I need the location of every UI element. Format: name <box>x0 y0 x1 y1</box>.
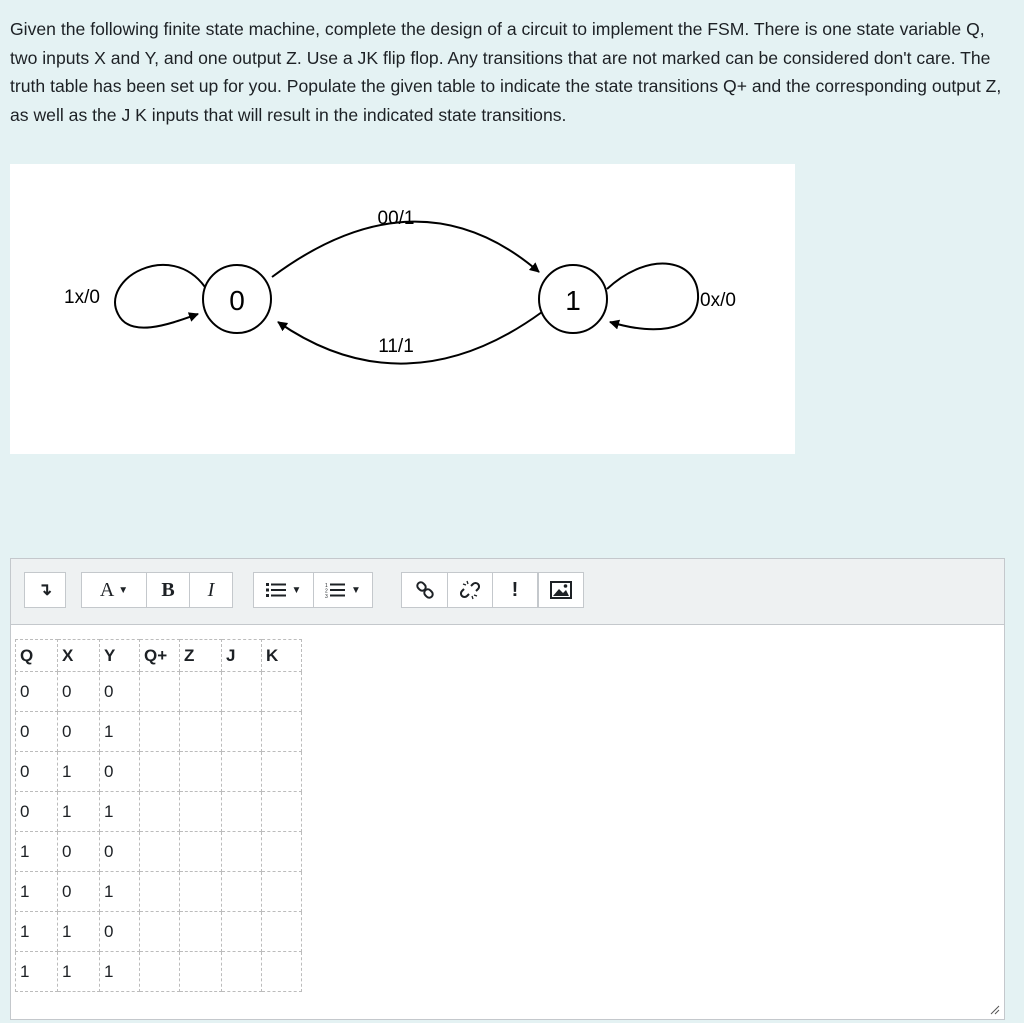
fsm-diagram <box>10 164 795 454</box>
cell-q-plus[interactable] <box>140 752 180 792</box>
editor-toolbar <box>11 559 1004 625</box>
toolbar-group-collapse <box>24 572 66 608</box>
state-1-label: 1 <box>565 285 581 316</box>
truth-table-area[interactable] <box>15 639 302 992</box>
cell-z[interactable] <box>180 952 222 992</box>
cell-x[interactable]: 1 <box>58 912 100 952</box>
cell-q-plus[interactable] <box>140 712 180 752</box>
cell-q[interactable]: 0 <box>16 752 58 792</box>
cell-q-plus[interactable] <box>140 832 180 872</box>
no-autolink-icon: ! <box>511 578 519 601</box>
cell-y[interactable]: 1 <box>100 952 140 992</box>
cell-q-plus[interactable] <box>140 792 180 832</box>
cell-j[interactable] <box>222 912 262 952</box>
cell-k[interactable] <box>262 912 302 952</box>
cell-q[interactable]: 0 <box>16 792 58 832</box>
header-q-plus[interactable]: Q+ <box>140 640 180 672</box>
table-row <box>16 912 302 952</box>
header-q[interactable]: Q <box>16 640 58 672</box>
cell-z[interactable] <box>180 752 222 792</box>
chevron-down-icon: ▼ <box>291 584 302 596</box>
cell-x[interactable]: 1 <box>58 952 100 992</box>
cell-k[interactable] <box>262 712 302 752</box>
toolbar-group-media <box>538 572 584 608</box>
cell-x[interactable]: 0 <box>58 712 100 752</box>
svg-text:3: 3 <box>325 594 328 598</box>
table-row <box>16 952 302 992</box>
state-0-label: 0 <box>229 285 245 316</box>
chevron-down-icon: ▼ <box>351 584 361 596</box>
cell-x[interactable]: 1 <box>58 792 100 832</box>
cell-j[interactable] <box>222 712 262 752</box>
unlink-button[interactable] <box>447 573 492 607</box>
cell-k[interactable] <box>262 672 302 712</box>
image-icon <box>550 581 572 599</box>
italic-icon: I <box>207 578 215 601</box>
cell-j[interactable] <box>222 752 262 792</box>
cell-x[interactable]: 0 <box>58 672 100 712</box>
transition-0-to-1 <box>272 222 539 277</box>
cell-j[interactable] <box>222 952 262 992</box>
unordered-list-button[interactable] <box>254 573 313 607</box>
unordered-list-icon <box>266 582 288 598</box>
header-z[interactable]: Z <box>180 640 222 672</box>
table-header-row <box>16 640 302 672</box>
question-text: Given the following finite state machine, complete the design of a circuit to implement the FSM. There is one state variable Q, two inputs X and Y, and one output Z. Use a JK flip flop. Any transitions that are not marked can be considered don't care. The truth table has been set up for you. Populate the given table to indicate the state transitions Q+ and the corresponding output Z, as well as the J K inputs that will result in the indicated state transitions. <box>10 19 1002 125</box>
transition-label-11-1: 11/1 <box>378 336 414 357</box>
cell-q[interactable]: 0 <box>16 672 58 712</box>
cell-x[interactable]: 1 <box>58 752 100 792</box>
cell-y[interactable]: 0 <box>100 912 140 952</box>
cell-y[interactable]: 0 <box>100 752 140 792</box>
toolbar-group-lists <box>253 572 373 608</box>
cell-z[interactable] <box>180 832 222 872</box>
cell-y[interactable]: 1 <box>100 872 140 912</box>
cell-y[interactable]: 0 <box>100 832 140 872</box>
header-j[interactable]: J <box>222 640 262 672</box>
cell-q[interactable]: 1 <box>16 912 58 952</box>
cell-q[interactable]: 1 <box>16 952 58 992</box>
cell-q-plus[interactable] <box>140 672 180 712</box>
resize-grip-icon[interactable] <box>990 1005 1000 1015</box>
collapse-arrow-icon: ↴ <box>37 580 53 599</box>
insert-image-button[interactable] <box>539 573 583 607</box>
cell-q[interactable]: 1 <box>16 832 58 872</box>
self-loop-label-1x-0: 1x/0 <box>64 287 100 308</box>
cell-k[interactable] <box>262 872 302 912</box>
cell-k[interactable] <box>262 952 302 992</box>
cell-k[interactable] <box>262 792 302 832</box>
cell-j[interactable] <box>222 872 262 912</box>
cell-j[interactable] <box>222 792 262 832</box>
cell-k[interactable] <box>262 752 302 792</box>
self-loop-state-1 <box>607 264 698 330</box>
table-row <box>16 872 302 912</box>
cell-x[interactable]: 0 <box>58 832 100 872</box>
cell-y[interactable]: 1 <box>100 792 140 832</box>
cell-j[interactable] <box>222 832 262 872</box>
answer-editor[interactable] <box>10 558 1005 1020</box>
table-row <box>16 712 302 752</box>
cell-k[interactable] <box>262 832 302 872</box>
link-icon <box>415 580 435 600</box>
font-style-icon: A <box>99 578 115 601</box>
bold-button[interactable] <box>146 573 189 607</box>
table-row <box>16 752 302 792</box>
header-x[interactable]: X <box>58 640 100 672</box>
link-button[interactable] <box>402 573 447 607</box>
cell-y[interactable]: 0 <box>100 672 140 712</box>
truth-table <box>15 639 302 992</box>
header-k[interactable]: K <box>262 640 302 672</box>
cell-z[interactable] <box>180 672 222 712</box>
table-row <box>16 832 302 872</box>
font-style-button[interactable] <box>82 573 146 607</box>
cell-z[interactable] <box>180 792 222 832</box>
fsm-diagram-svg <box>10 164 795 454</box>
svg-text:1: 1 <box>325 583 328 589</box>
cell-q[interactable]: 0 <box>16 712 58 752</box>
cell-q-plus[interactable] <box>140 872 180 912</box>
self-loop-state-0 <box>115 265 205 328</box>
self-loop-label-0x-0: 0x/0 <box>700 290 736 311</box>
ordered-list-button[interactable] <box>313 573 372 607</box>
table-row <box>16 672 302 712</box>
toolbar-group-text <box>81 572 233 608</box>
table-row <box>16 792 302 832</box>
cell-q-plus[interactable] <box>140 912 180 952</box>
toolbar-group-links <box>401 572 538 608</box>
transition-label-00-1: 00/1 <box>377 208 415 229</box>
italic-button[interactable] <box>189 573 232 607</box>
cell-x[interactable]: 0 <box>58 872 100 912</box>
cell-q-plus[interactable] <box>140 952 180 992</box>
collapse-toolbar-button[interactable] <box>25 573 65 607</box>
cell-z[interactable] <box>180 912 222 952</box>
cell-z[interactable] <box>180 872 222 912</box>
chevron-down-icon: ▼ <box>118 584 129 596</box>
unlink-icon <box>460 580 480 600</box>
bold-icon: B <box>161 578 175 601</box>
cell-j[interactable] <box>222 672 262 712</box>
ordered-list-icon <box>325 582 347 598</box>
cell-z[interactable] <box>180 712 222 752</box>
cell-q[interactable]: 1 <box>16 872 58 912</box>
header-y[interactable]: Y <box>100 640 140 672</box>
svg-text:2: 2 <box>325 588 328 595</box>
no-autolink-button[interactable] <box>492 573 537 607</box>
cell-y[interactable]: 1 <box>100 712 140 752</box>
